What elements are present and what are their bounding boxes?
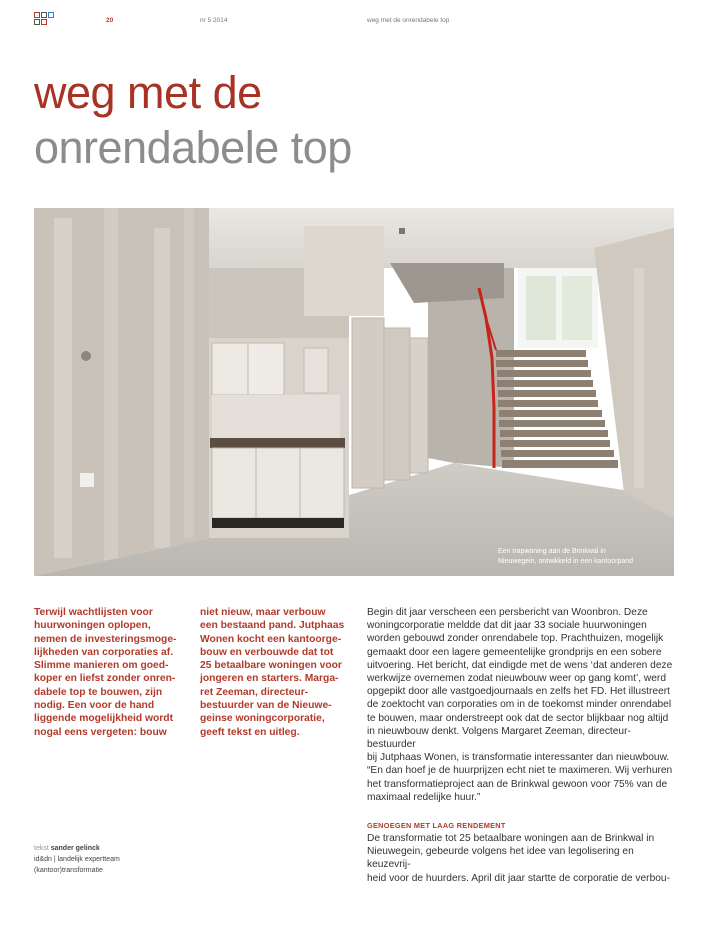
author-credit xyxy=(34,843,100,854)
author-affiliation-1: id&dn | landelijk expertteam xyxy=(34,856,120,863)
body-paragraph-2: De transformatie tot 25 betaalbare woningen aan de Brinkwal in Nieuwegein, gebeurde volgens het idee van legolisering en keuzevrij- heid voor de huurders. April dit jaar startte de corporatie de verbou- xyxy=(367,833,670,884)
photo-caption: Een trapwoning aan de Brinkwal in Nieuwegein, ontwikkeld in een kantoorpand xyxy=(498,548,634,565)
intro-column-2: niet nieuw, maar verbouw een bestaand pand. Jutphaas Wonen kocht een kantoorge- bouw en verbouwde dat tot 25 betaalbare woningen voor jongeren en starters. Marga- ret Zeeman, directeur- bestuurder van de Nieuwe- geinse woningcorporatie, geeft tekst en uitleg. xyxy=(200,607,345,738)
issue-label: nr 5 2014 xyxy=(200,17,228,24)
body-paragraph-1: Begin dit jaar verscheen een persbericht van Woonbron. Deze woningcorporatie meldde dat dit jaar 33 sociale huurwoningen worden gebouwd zonder onrendabele top. Prachthuizen, mogelijk gemaakt door een lagere gemeentelijke grondprijs en een sobere uitvoering. Het bericht, dat eindigde met de wens ‘dat anderen deze werkwijze overnemen zodat nieuwbouw weer op gang komt’, werd opgepikt door alle vastgoedjournaals en zelfs het FD. Het illustreert de zoektocht van corporaties om in de toekomst minder onrendabel te bouwen, maar onderstreept ook dat de sector blijkbaar nog altijd in nieuwbouw denkt. Volgens Margaret Zeeman, directeur-bestuurder bij Jutphaas Wonen, is transformatie interessanter dan nieuwbouw. “En dan hoef je de huurprijzen echt niet te maximeren. Wij verhuren het transformatieproject aan de Brinkwal gewoon voor 75% van de maximaal redelijke huur.” xyxy=(367,607,673,803)
intro-column-1: Terwijl wachtlijsten voor huurwoningen oplopen, nemen de investeringsmoge- lijkheden van corporaties af. Slimme manieren om goed- koper en liefst zonder onren- dabele top te bouwen, zijn nodig. Een voor de hand liggende mogelijkheid wordt nogal eens vergeten: bouw xyxy=(34,607,177,738)
author-name: sander gelinck xyxy=(50,845,100,852)
author-affiliation-2: (kantoor)transformatie xyxy=(34,867,103,874)
magazine-logo-icon xyxy=(34,12,54,26)
page-title-line1: weg met de xyxy=(34,67,262,118)
interior-photo xyxy=(34,208,674,576)
running-title: weg met de onrendabele top xyxy=(367,17,450,24)
section-subheading: GENOEGEN MET LAAG RENDEMENT xyxy=(367,821,506,830)
page-number: 20 xyxy=(106,17,114,24)
page-title-line2: onrendabele top xyxy=(34,122,352,173)
author-label: tekst xyxy=(34,845,49,852)
